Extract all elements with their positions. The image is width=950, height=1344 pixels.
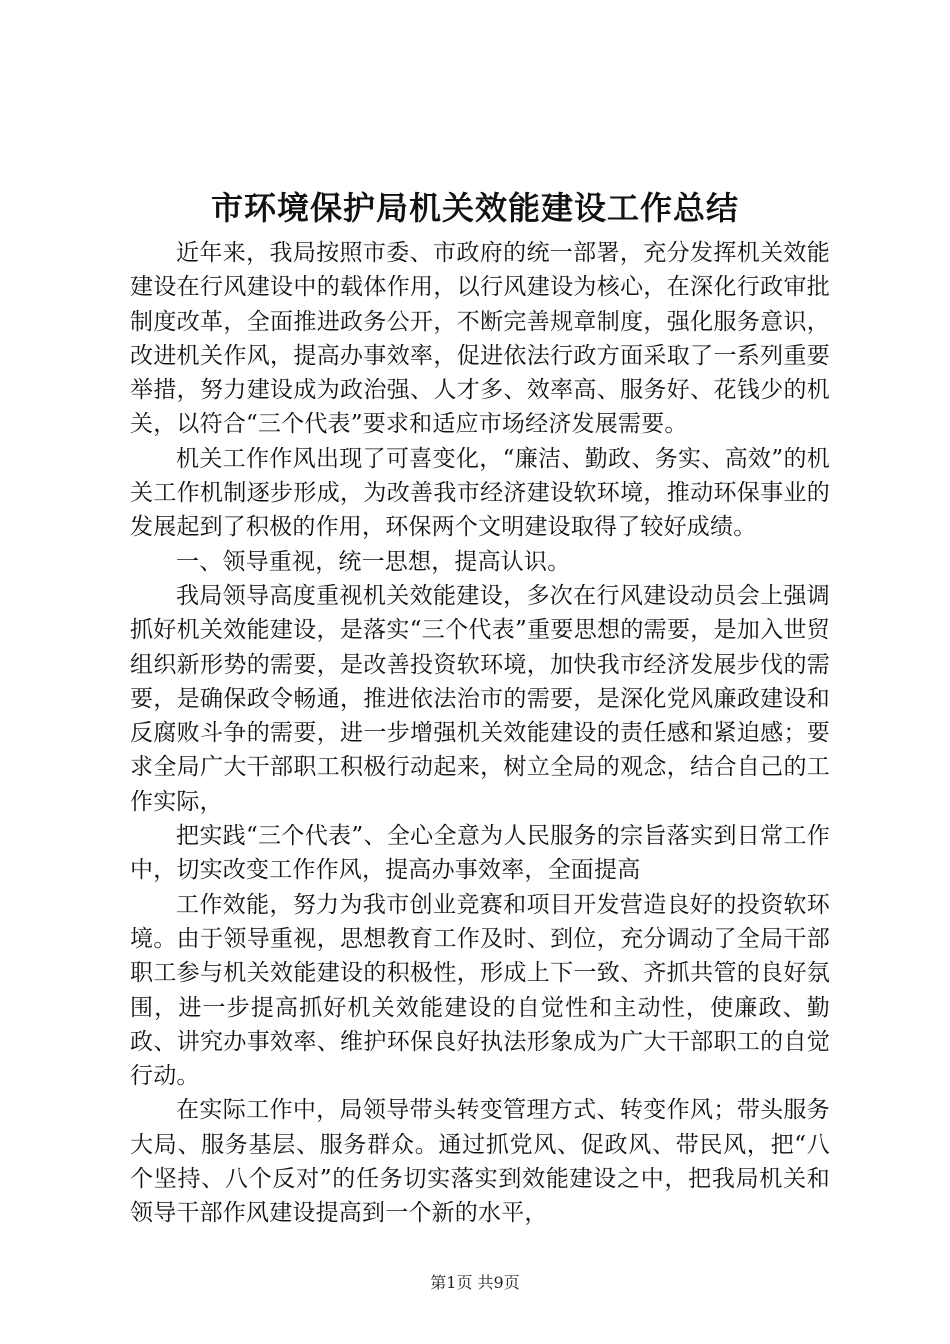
paragraph-practice: 把实践“三个代表”、全心全意为人民服务的宗旨落实到日常工作中，切实改变工作作风，提高办事效率，全面提高 (130, 823, 830, 884)
page-number: 第1页 共9页 (430, 1273, 520, 1292)
document-title: 市环境保护局机关效能建设工作总结 (210, 189, 739, 227)
paragraph-style-change: 机关工作作风出现了可喜变化，“廉洁、勤政、务实、高效”的机关工作机制逐步形成，为改善我市经济建设软环境，推动环保事业的发展起到了积极的作用，环保两个文明建设取得了较好成绩。 (130, 445, 830, 541)
paragraph-efficiency: 工作效能，努力为我市创业竞赛和项目开发营造良好的投资软环境。由于领导重视，思想教育工作及时、到位，充分调动了全局干部职工参与机关效能建设的积极性，形成上下一致、齐抓共管的良好氛围，进一步提高抓好机关效能建设的自觉性和主动性，使廉政、勤政、讲究办事效率、维护环保良好执法形象成为广大干部职工的自觉行动。 (130, 891, 830, 1090)
paragraph-leadership: 我局领导高度重视机关效能建设，多次在行风建设动员会上强调抓好机关效能建设，是落实“三个代表”重要思想的需要，是加入世贸组织新形势的需要，是改善投资软环境，加快我市经济发展步伐的需要，是确保政令畅通，推进依法治市的需要，是深化党风廉政建设和反腐败斗争的需要，进一步增强机关效能建设的责任感和紧迫感；要求全局广大干部职工积极行动起来，树立全局的观念，结合自己的工作实际， (130, 582, 830, 815)
document-body (130, 236, 830, 1231)
paragraph-actual-work: 在实际工作中，局领导带头转变管理方式、转变作风；带头服务大局、服务基层、服务群众。通过抓党风、促政风、带民风，把“八个坚持、八个反对”的任务切实落实到效能建设之中，把我局机关和领导干部作风建设提高到一个新的水平， (130, 1097, 830, 1227)
paragraph-intro: 近年来，我局按照市委、市政府的统一部署，充分发挥机关效能建设在行风建设中的载体作用，以行风建设为核心，在深化行政审批制度改革，全面推进政务公开，不断完善规章制度，强化服务意识，改进机关作风，提高办事效率，促进依法行政方面采取了一系列重要举措，努力建设成为政治强、人才多、效率高、服务好、花钱少的机关，以符合“三个代表”要求和适应市场经济发展需要。 (130, 240, 830, 438)
section-heading-1: 一、领导重视，统一思想，提高认识。 (176, 548, 571, 575)
